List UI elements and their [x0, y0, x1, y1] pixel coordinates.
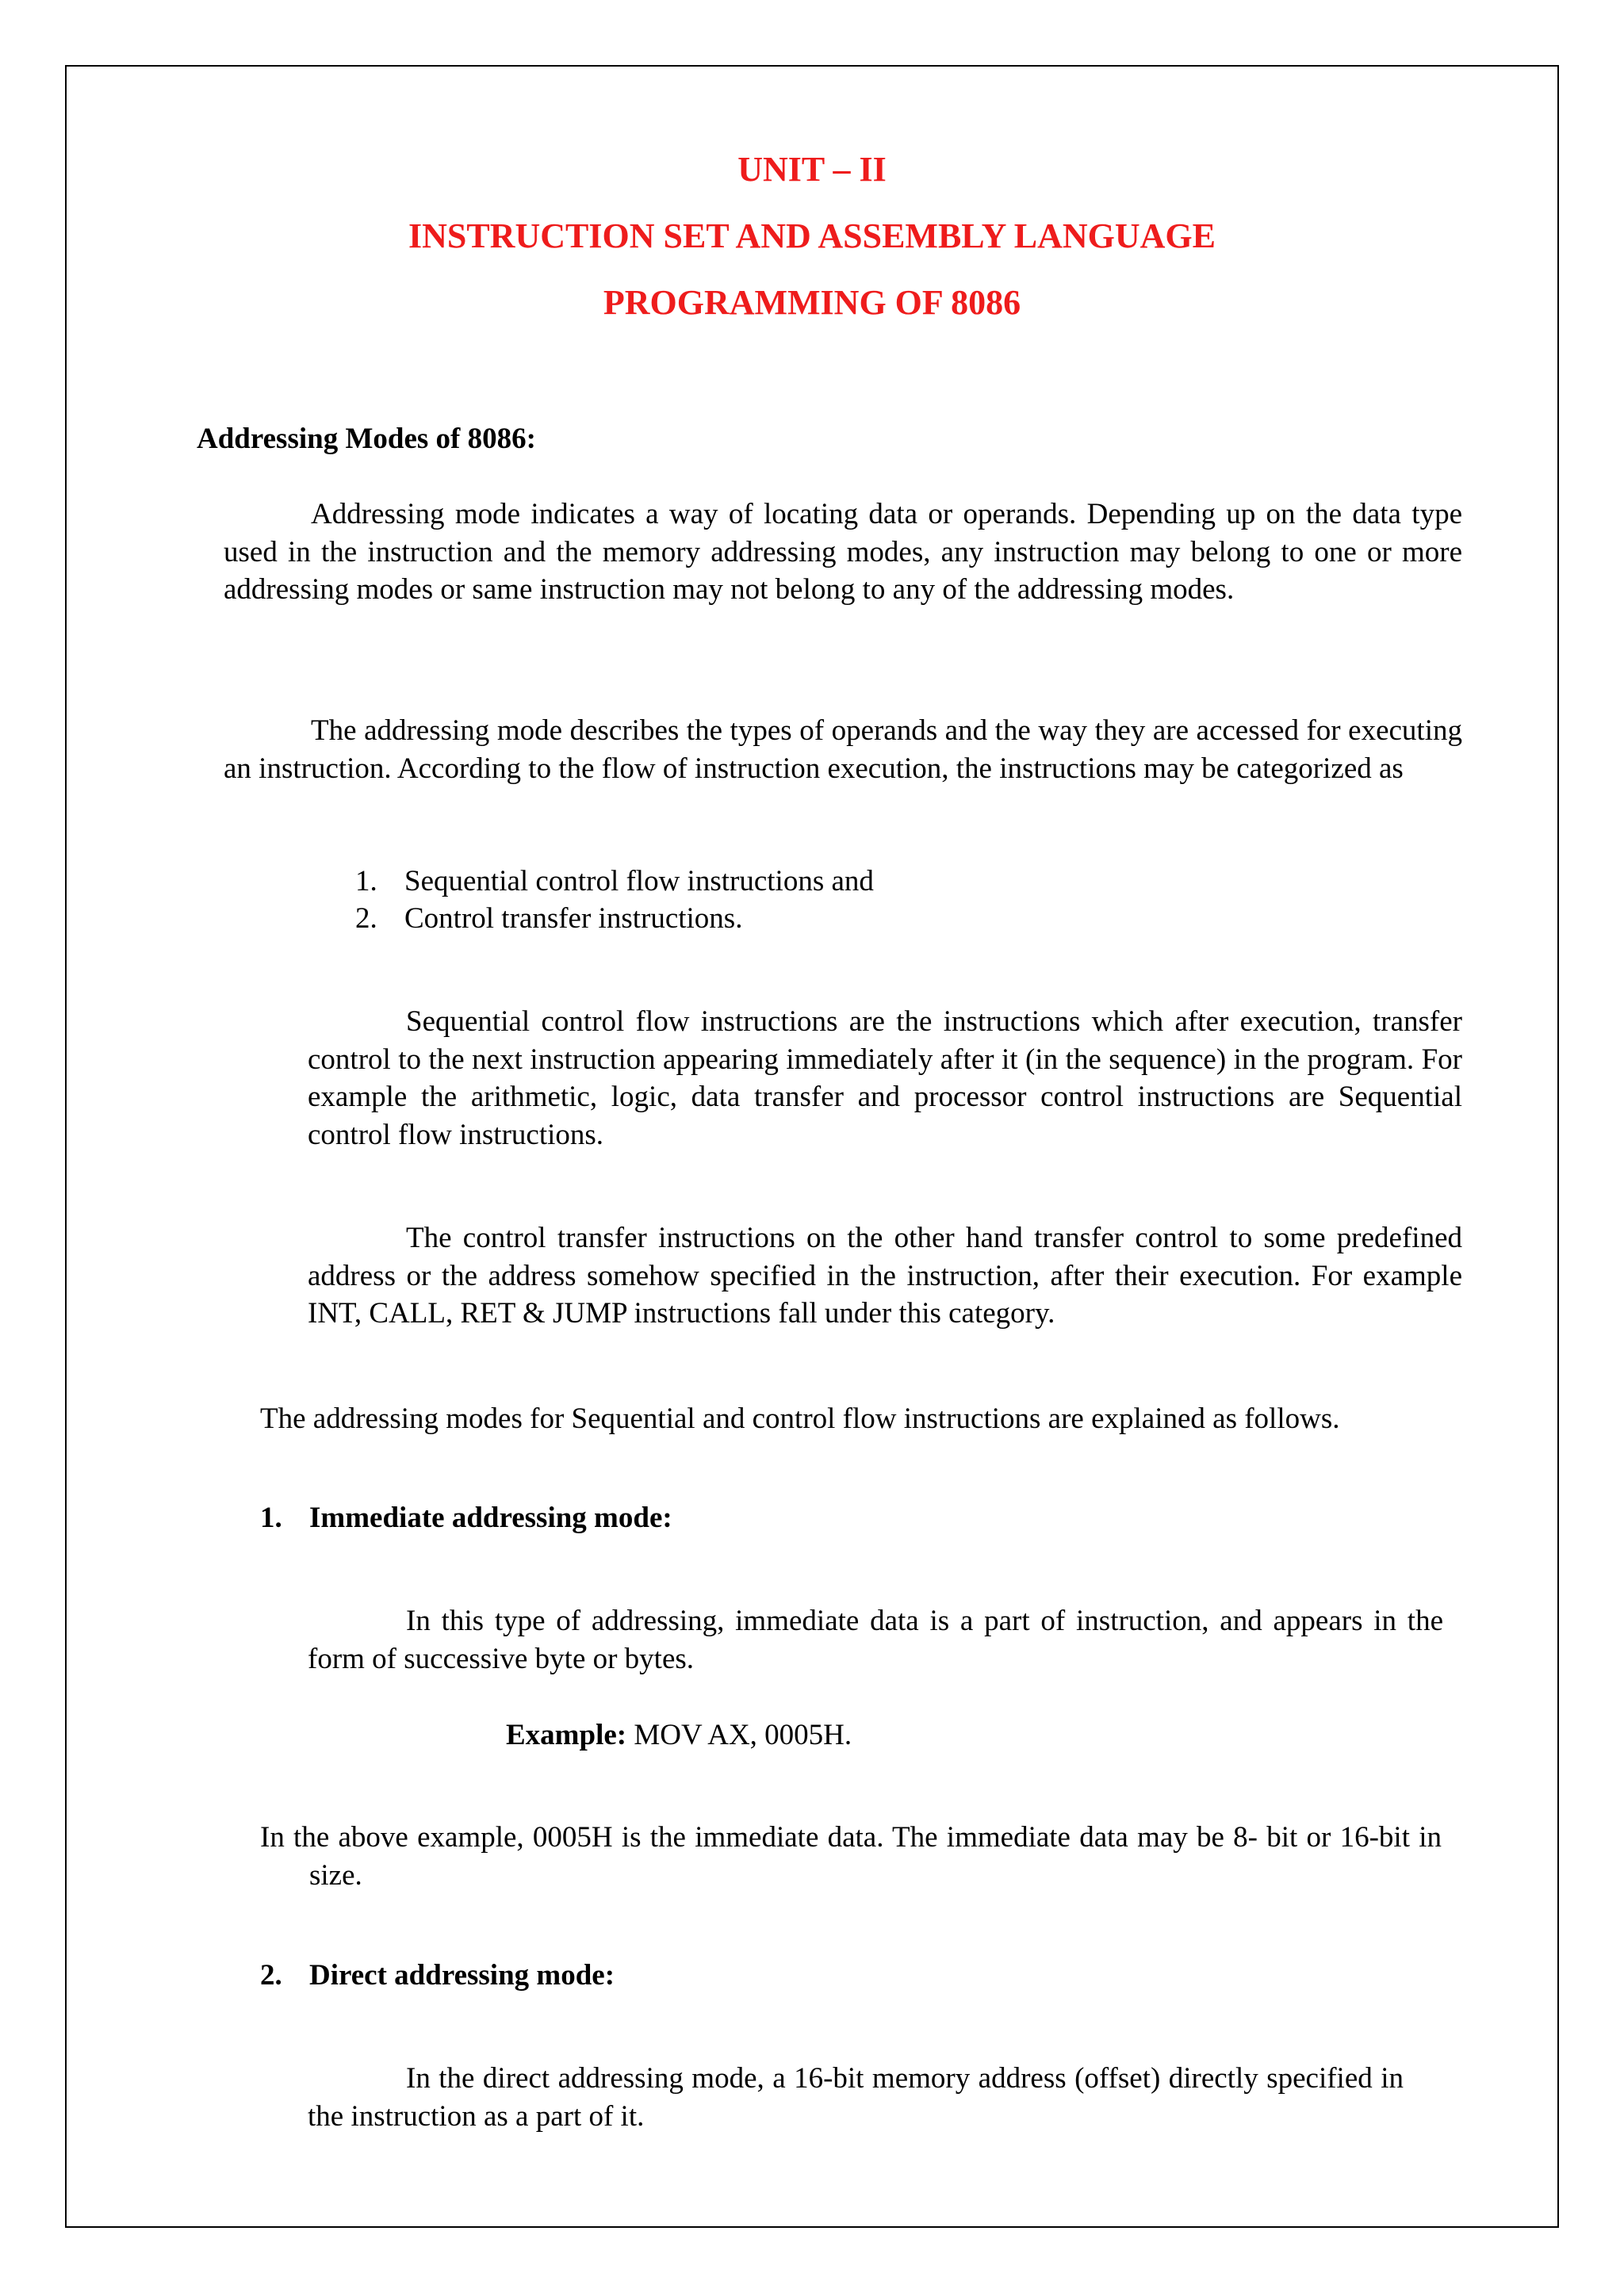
mode-number: 2.	[260, 1959, 282, 1992]
section-title: Addressing Modes of 8086:	[197, 423, 536, 455]
list-item	[355, 900, 742, 938]
mode-number: 1.	[260, 1502, 282, 1534]
paragraph-control-transfer	[308, 1219, 1462, 1333]
example-line	[506, 1716, 852, 1755]
paragraph-text: Addressing mode indicates a way of locating data or operands. Depending up on the data type used in the instruction and the memory addressing modes, any instruction may belong to one or more addressing modes or same instruction may not belong to any of the addressing modes.	[224, 498, 1462, 606]
paragraph-sequential-control-flow	[308, 1003, 1462, 1154]
example-label: Example:	[506, 1719, 627, 1751]
title-line-1: INSTRUCTION SET AND ASSEMBLY LANGUAGE	[408, 216, 1216, 255]
mode-title-immediate	[260, 1499, 672, 1537]
paragraph-text: The control transfer instructions on the other hand transfer control to some predefined address or the address somehow specified in the instruction, after their execution. For example INT, CALL, RET & JUMP instructions fall under this category.	[308, 1222, 1462, 1330]
list-item	[355, 863, 874, 901]
mode-title-text: Direct addressing mode:	[309, 1959, 615, 1992]
list-number: 2.	[355, 902, 377, 935]
paragraph-modes-intro: The addressing modes for Sequential and control flow instructions are explained as follows.	[260, 1402, 1340, 1435]
list-text: Control transfer instructions.	[404, 902, 743, 935]
title-line-2: PROGRAMMING OF 8086	[603, 283, 1021, 322]
paragraph-addressing-mode-definition	[224, 496, 1462, 609]
paragraph-text: In this type of addressing, immediate data is a part of instruction, and appears in the form of successive byte or bytes.	[308, 1605, 1443, 1675]
mode-description-immediate	[308, 1602, 1443, 1678]
example-code: MOV AX, 0005H.	[634, 1719, 852, 1751]
paragraph-text: In the above example, 0005H is the immediate data. The immediate data may be 8- bit or 16-bit in size.	[260, 1821, 1442, 1892]
paragraph-text: Sequential control flow instructions are the instructions which after execution, transfer control to the next instruction appearing immediately after it (in the sequence) in the program. For example the arithmetic, logic, data transfer and processor control instructions are Sequential control flow instructions.	[308, 1005, 1462, 1151]
paragraph-addressing-mode-description	[224, 712, 1462, 787]
unit-heading: UNIT – II	[737, 150, 887, 189]
list-number: 1.	[355, 865, 377, 897]
paragraph-text: In the direct addressing mode, a 16-bit memory address (offset) directly specified in the instruction as a part of it.	[308, 2062, 1404, 2133]
mode-description-direct	[308, 2060, 1404, 2135]
immediate-data-note	[260, 1819, 1442, 1894]
list-text: Sequential control flow instructions and	[404, 865, 874, 897]
mode-title-text: Immediate addressing mode:	[309, 1502, 672, 1534]
mode-title-direct	[260, 1957, 615, 1995]
paragraph-text: The addressing mode describes the types of operands and the way they are accessed for executing an instruction. According to the flow of instruction execution, the instructions may be categorized as	[224, 714, 1462, 785]
